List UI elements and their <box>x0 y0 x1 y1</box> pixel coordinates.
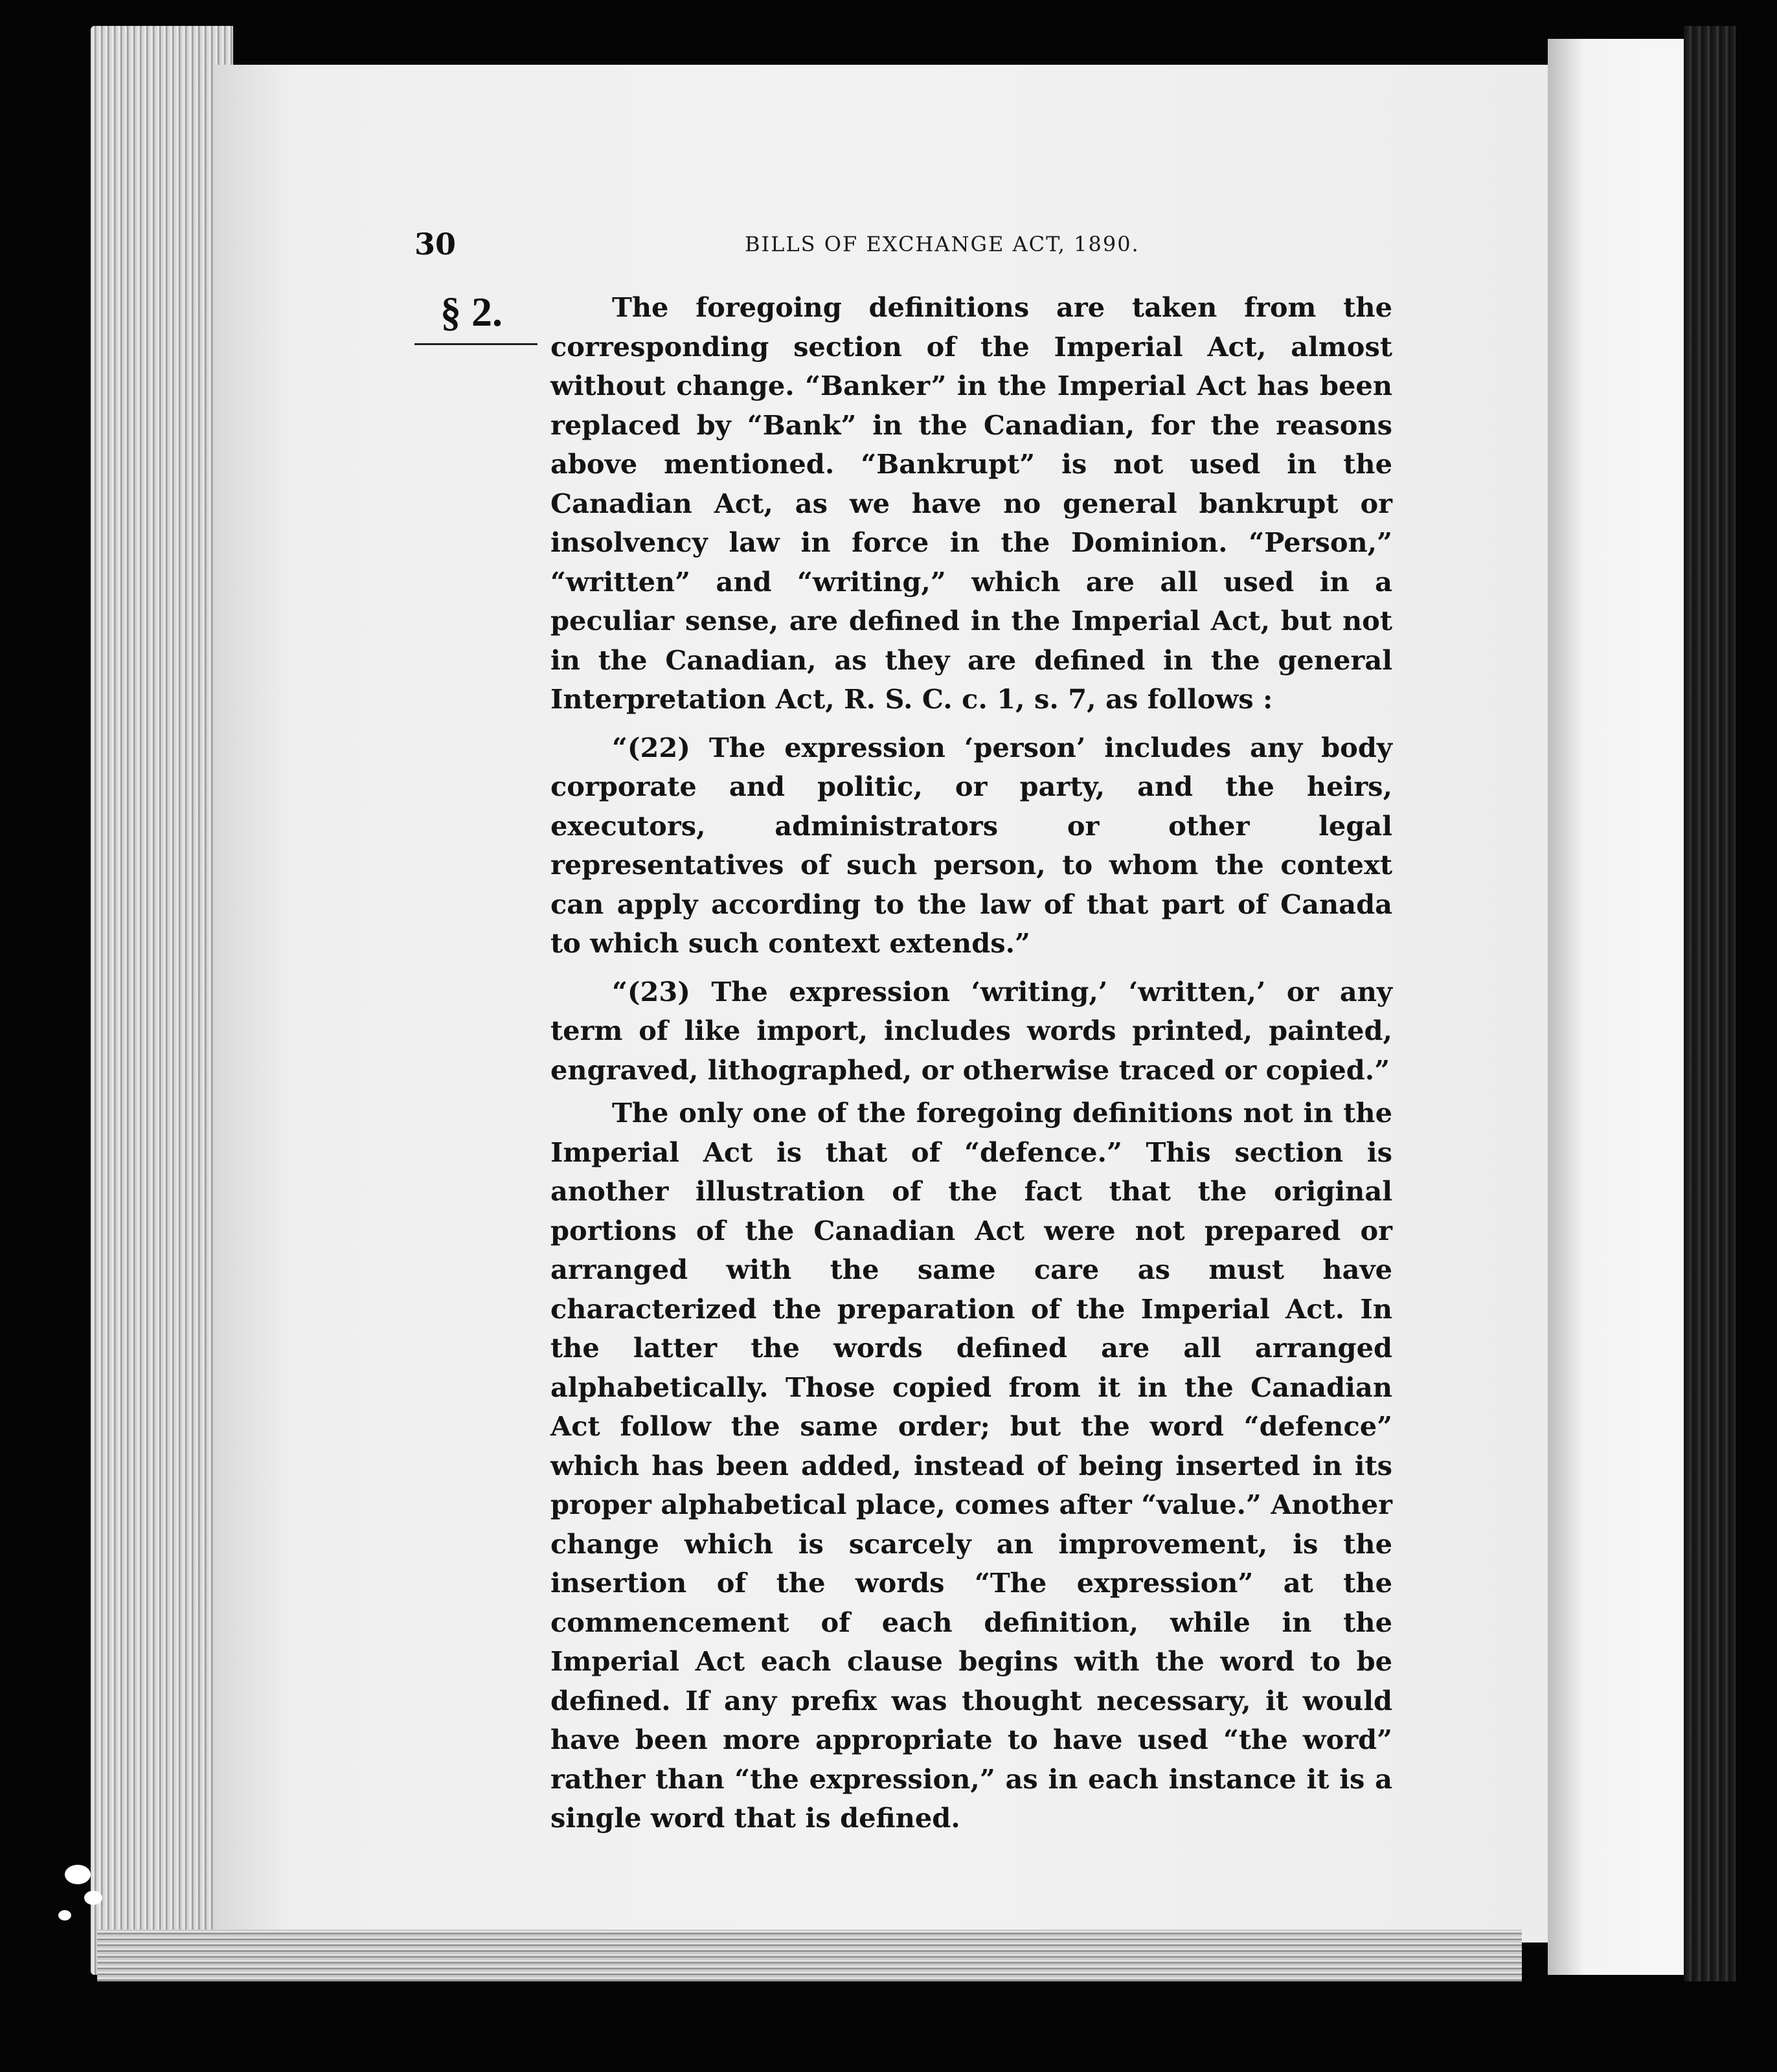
quoted-definition-person: “(22) The expression ‘person’ includes any body corporate and politic, or party, and the heirs, executors, administrators or other legal representatives of such person, to whom the context can apply according to the law of that part of Canada to which such context extends.” <box>550 731 1392 959</box>
section-rule <box>414 343 538 345</box>
quoted-definition-writing: “(23) The expression ‘writing,’ ‘written,’ or any term of like import, includes words printed, painted, engraved, lithographed, or otherwise traced or copied.” <box>550 975 1392 1086</box>
running-head <box>414 227 1399 262</box>
paragraph-commentary: The only one of the foregoing definitions not in the Imperial Act is that of “defence.” This section is another illustration of the fact that the original portions of the Canadian Act were not prepared or arranged with the same care as must have characterized the preparation of the Imperial Act. In the latter the words defined are all arranged alphabetically. Those copied from it in the Canadian Act follow the same order; but the word “defence” which has been added, instead of being inserted in its proper alphabetical place, comes after “value.” Another change which is scarcely an improvement, is the insertion of the words “The expression” at the commencement of each definition, while in the Imperial Act each clause begins with the word to be defined. If any prefix was thought necessary, it would have been more appropriate to have used “the word” rather than “the expression,” as in each instance it is a single word that is defined. <box>550 1097 1392 1834</box>
book-bottom-edges <box>97 1930 1522 1981</box>
paragraph-intro: The foregoing definitions are taken from the corresponding section of the Imperial Act, almost without change. “Banker” in the Imperial Act has been replaced by “Bank” in the Canadian, for the reasons above mentioned. “Bankrupt” is not used in the Canadian Act, as we have no general bankrupt or insolvency law in force in the Dominion. “Person,” “written” and “writing,” which are all used in a peculiar sense, are defined in the Imperial Act, but not in the Canadian, as they are defined in the general Interpretation Act, R. S. C. c. 1, s. 7, as follows : <box>550 291 1392 715</box>
scan-speck <box>84 1891 102 1905</box>
running-title: BILLS OF EXCHANGE ACT, 1890. <box>745 232 1140 256</box>
book-page-edges <box>91 26 233 1975</box>
facing-page <box>1548 39 1697 1975</box>
page-number: 30 <box>414 227 457 262</box>
body-text <box>550 288 1392 1838</box>
facing-page-edge <box>1684 26 1736 1981</box>
section-mark: § 2. <box>440 289 503 335</box>
scan-speck <box>58 1910 71 1920</box>
scan-speck <box>65 1865 91 1884</box>
